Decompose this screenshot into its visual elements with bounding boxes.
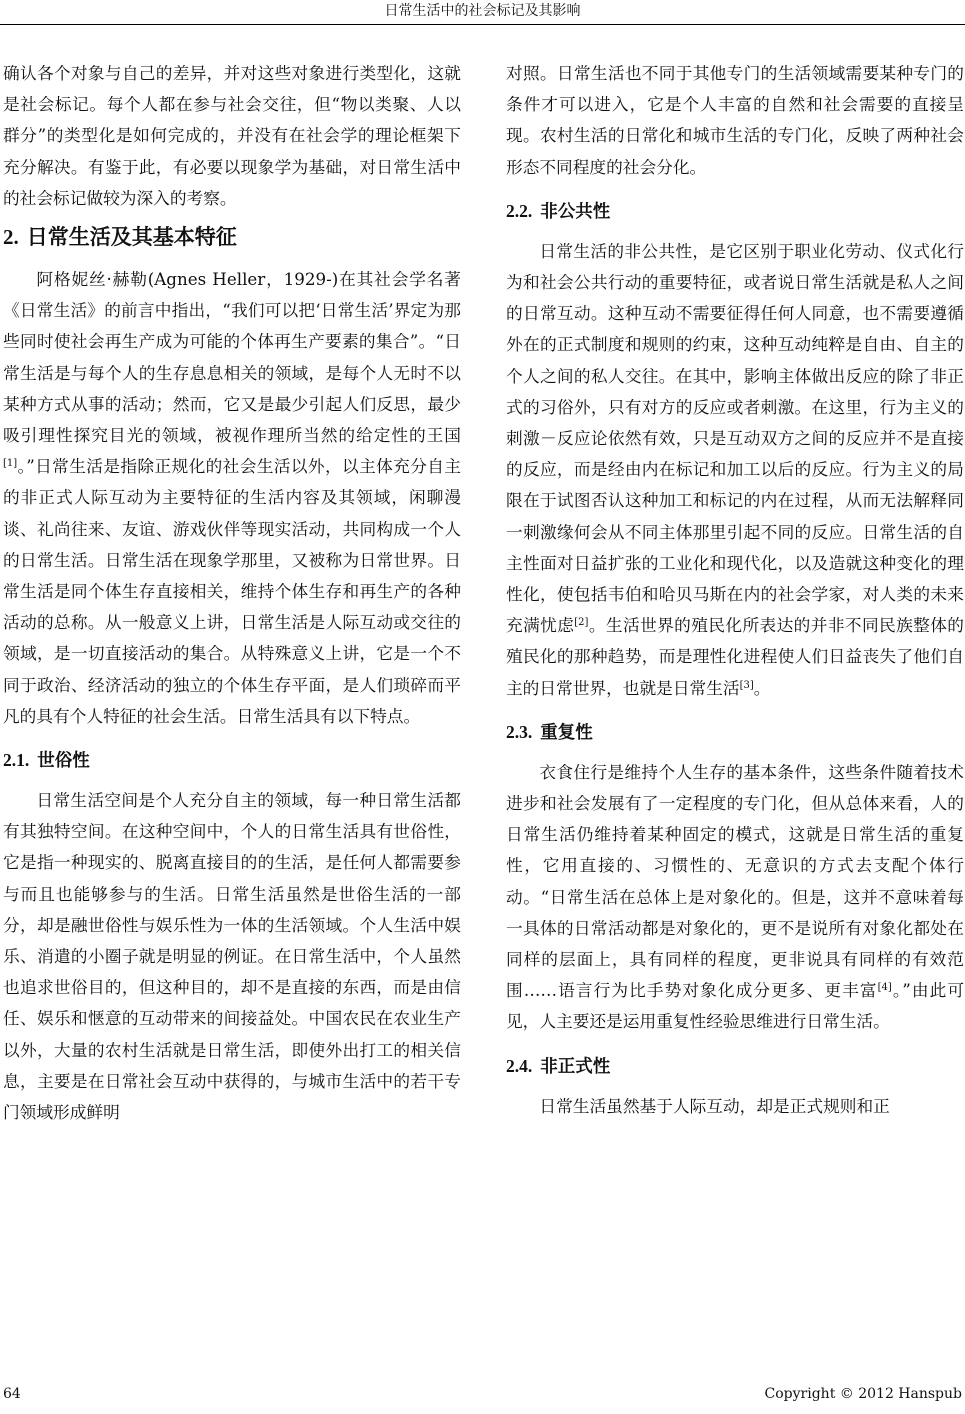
nonpublic-text-c: 。 (753, 677, 771, 698)
section-2-4-heading (506, 1050, 964, 1083)
heller-paragraph (3, 264, 461, 732)
section-2-title: 日常生活及其基本特征 (26, 225, 237, 250)
nonpublic-paragraph (506, 236, 964, 704)
section-2-3-heading (506, 716, 964, 749)
reference-2: [2] (574, 617, 589, 629)
repeat-paragraph (506, 757, 964, 1038)
section-2-2-title: 非公共性 (540, 201, 611, 222)
repeat-text-a: 衣食住行是维持个人生存的基本条件，这些条件随着技术进步和社会发展有了一定程度的专门化，但从总体来看，人的日常生活仍维持着某种固定的模式，这就是日常生活的重复性，它用直接的、习惯性的、无意识的方式去支配个体行动。“日常生活在总体上是对象化的。但是，这并不意味着每一具体的日常活动都是对象化的，更不是说所有对象化都处在同样的层面上，具有同样的程度，更非说具有同样的有效范围……语言行为比手势对象化成分更多、更丰富 (506, 761, 964, 1001)
section-2-4-title: 非正式性 (540, 1056, 611, 1077)
nonpublic-text-b: 。生活世界的殖民化所表达的并非不同民族整体的殖民化的那种趋势，而是理性化进程使人们日益丧失了他们自主的日常世界，也就是日常生活 (506, 615, 964, 698)
running-header: 日常生活中的社会标记及其影响 (384, 3, 581, 19)
section-2-3-number: 2.3. (506, 721, 533, 742)
section-2-1-title: 世俗性 (37, 751, 90, 772)
page-number: 64 (3, 1386, 21, 1402)
nonpublic-text-a: 日常生活的非公共性，是它区别于职业化劳动、仪式化行为和社会公共行动的重要特征，或者说日常生活就是私人之间的日常互动。这种互动不需要征得任何人同意，也不需要遵循外在的正式制度和规则的约束，这种互动纯粹是自由、自主的个人之间的私人交往。在其中，影响主体做出反应的除了非正式的习俗外，只有对方的反应或者刺激。在这里，行为主义的刺激－反应论依然有效，只是互动双方之间的反应并不是直接的反应，而是经由内在标记和加工以后的反应。行为主义的局限在于试图否认这种加工和标记的内在过程，从而无法解释同一刺激缘何会从不同主体那里引起不同的反应。日常生活的自主性面对日益扩张的工业化和现代化，以及造就这种变化的理性化，使包括韦伯和哈贝马斯在内的社会学家，对人类的未来充满忧虑 (506, 240, 964, 636)
section-2-heading (3, 220, 461, 254)
repeat-text-b: 。”由此可见，人主要还是运用重复性经验思维进行日常生活。 (506, 980, 965, 1032)
section-2-1-number: 2.1. (3, 750, 30, 771)
contrast-paragraph: 对照。日常生活也不同于其他专门的生活领域需要某种专门的条件才可以进入，它是个人丰富的自然和社会需要的直接呈现。农村生活的日常化和城市生活的专门化，反映了两种社会形态不同程度的社会分化。 (506, 63, 964, 177)
heller-text-b: 。”日常生活是指除正规化的社会生活以外，以主体充分自主的非正式人际互动为主要特征的生活内容及其领域，闲聊漫谈、礼尚往来、友谊、游戏伙伴等现实活动，共同构成一个人的日常生活。日常生活在现象学那里，又被称为日常世界。日常生活是同个体生存直接相关，维持个体生存和再生产的各种活动的总称。从一般意义上讲，日常生活是人际互动或交往的领域，是一切直接活动的集合。从特殊意义上讲，它是一个不同于政治、经济活动的独立的个体生存平面，是人们琐碎而平凡的具有个人特征的社会生活。日常生活具有以下特点。 (3, 456, 461, 726)
secular-paragraph: 日常生活空间是个人充分自主的领域，每一种日常生活都有其独特空间。在这种空间中，个人的日常生活具有世俗性，它是指一种现实的、脱离直接目的的生活，是任何人都需要参与而且也能够参与的生活。日常生活虽然是世俗生活的一部分，却是融世俗性与娱乐性为一体的生活领域。个人生活中娱乐、消遣的小圈子就是明显的例证。在日常生活中，个人虽然也追求世俗目的，但这种目的，却不是直接的东西，而是由信任、娱乐和惬意的互动带来的间接益处。中国农民在农业生产以外，大量的农村生活就是日常生活，即使外出打工的相关信息，主要是在日常社会互动中获得的，与城市生活中的若干专门领域形成鲜明 (3, 790, 461, 1123)
informal-paragraph: 日常生活虽然基于人际互动，却是正式规则和正 (539, 1095, 890, 1116)
section-2-1-heading (3, 744, 461, 777)
heller-text-a: 阿格妮丝·赫勒(Agnes Heller，1929-)在其社会学名著《日常生活》的前言中指出，“我们可以把‘日常生活’界定为那些同时使社会再生产成为可能的个体再生产要素的集合”。“日常生活是与每个人的生存息息相关的领域，是每个人无时不以某种方式从事的活动；然而，它又是最少引起人们反思，最少吸引理性探究目光的领域，被视作理所当然的给定性的王国 (3, 269, 461, 446)
section-2-4-number: 2.4. (506, 1055, 533, 1076)
section-2-2-heading (506, 195, 964, 228)
header-rule (0, 24, 965, 25)
right-column (506, 58, 964, 1122)
section-2-3-title: 重复性 (540, 722, 593, 743)
copyright-notice: Copyright © 2012 Hanspub (764, 1386, 962, 1402)
section-2-2-number: 2.2. (506, 200, 533, 221)
reference-1: [1] (3, 458, 18, 470)
reference-4: [4] (877, 982, 892, 994)
section-2-number: 2. (3, 225, 19, 250)
reference-3: [3] (739, 679, 754, 691)
intro-paragraph: 确认各个对象与自己的差异，并对这些对象进行类型化，这就是社会标记。每个人都在参与社会交往，但“物以类聚、人以群分”的类型化是如何完成的，并没有在社会学的理论框架下充分解决。有鉴于此，有必要以现象学为基础，对日常生活中的社会标记做较为深入的考察。 (3, 63, 461, 208)
left-column (3, 58, 461, 1128)
